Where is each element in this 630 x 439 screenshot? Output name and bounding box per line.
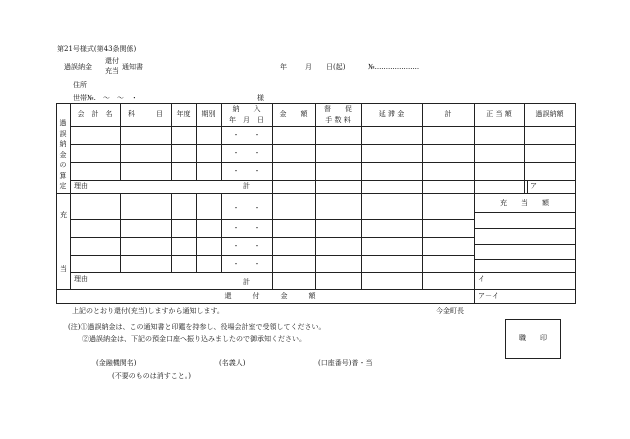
header-account-name: 会 計 名 (77, 110, 113, 118)
header-total: 計 (444, 110, 452, 118)
date-mark: ・ ・ (232, 242, 261, 250)
date-month: 月 (305, 63, 312, 71)
date-mark: ・ ・ (232, 204, 261, 212)
header-fiscal-year: 年度 (176, 110, 191, 118)
label-a: ア (530, 182, 537, 190)
header-payment-date: 年 月 日 (229, 116, 264, 124)
label-i: イ (478, 275, 485, 283)
header-reminder-top: 督 促 (324, 105, 352, 113)
date-mark: ・ ・ (232, 149, 261, 157)
title-prefix: 過誤納金 (64, 63, 92, 71)
header-amount: 金 額 (279, 110, 308, 118)
subtotal-label: 計 (243, 278, 250, 286)
account-number-label: (口座番号)普・当 (318, 359, 373, 367)
document-number: №.................... (368, 63, 420, 71)
header-payment-top: 納 入 (232, 105, 261, 113)
form-number: 第21号様式(第43条関係) (57, 45, 137, 53)
title-option-refund: 還付 (105, 57, 119, 65)
header-overpaid-amount: 過誤納額 (535, 110, 564, 118)
official-seal-label: 職 印 (519, 334, 547, 342)
address-label: 住所 (73, 81, 87, 89)
date-mark: ・ ・ (232, 260, 261, 268)
reason-label: 理由 (74, 275, 88, 283)
date-mark: ・ ・ (232, 224, 261, 232)
allocation-amount-header: 充 当 額 (500, 199, 549, 207)
issuer: 今金町長 (436, 307, 464, 315)
title-option-allocation: 充当 (105, 67, 119, 75)
reason-label: 理由 (74, 182, 88, 190)
official-seal-box (505, 319, 561, 359)
header-late-fee: 延 滞 金 (378, 110, 405, 118)
refund-amount-label: 還 付 金 額 (224, 292, 316, 300)
header-item: 科 目 (128, 110, 163, 118)
title-suffix: 通知書 (122, 63, 143, 71)
account-holder-label: (名義人) (219, 359, 246, 367)
date-mark: ・ ・ (232, 131, 261, 139)
delete-unneeded-note: (不要のものは消すこと。) (112, 372, 191, 380)
date-day: 日(起) (326, 63, 346, 71)
note-2: ②過誤納金は、下記の預金口座へ振り込みましたので御承知ください。 (82, 335, 306, 343)
allocation-side-bottom: 当 (60, 265, 67, 273)
date-mark: ・ ・ (232, 167, 261, 175)
note-1: (注)①過誤納金は、この通知書と印鑑を持参し、役場会計室で受領してください。 (68, 323, 326, 331)
calculation-side-label: 過誤納金の算定 (59, 119, 67, 190)
bank-name-label: (金融機関名) (96, 359, 137, 367)
honorific-sama: 様 (257, 94, 264, 102)
date-year: 年 (280, 63, 287, 71)
allocation-side-top: 充 (60, 211, 67, 219)
header-reminder-fee: 手 数 料 (325, 116, 351, 124)
label-a-minus-i: ア－イ (478, 292, 499, 300)
header-period: 期別 (201, 110, 216, 118)
subtotal-label: 計 (243, 182, 250, 190)
header-correct-amount: 正 当 額 (486, 110, 512, 118)
household-number: 世帯№. 〜 〜 ・ (73, 94, 138, 102)
notice-text: 上記のとおり還付(充当)しますから通知します。 (72, 307, 224, 315)
